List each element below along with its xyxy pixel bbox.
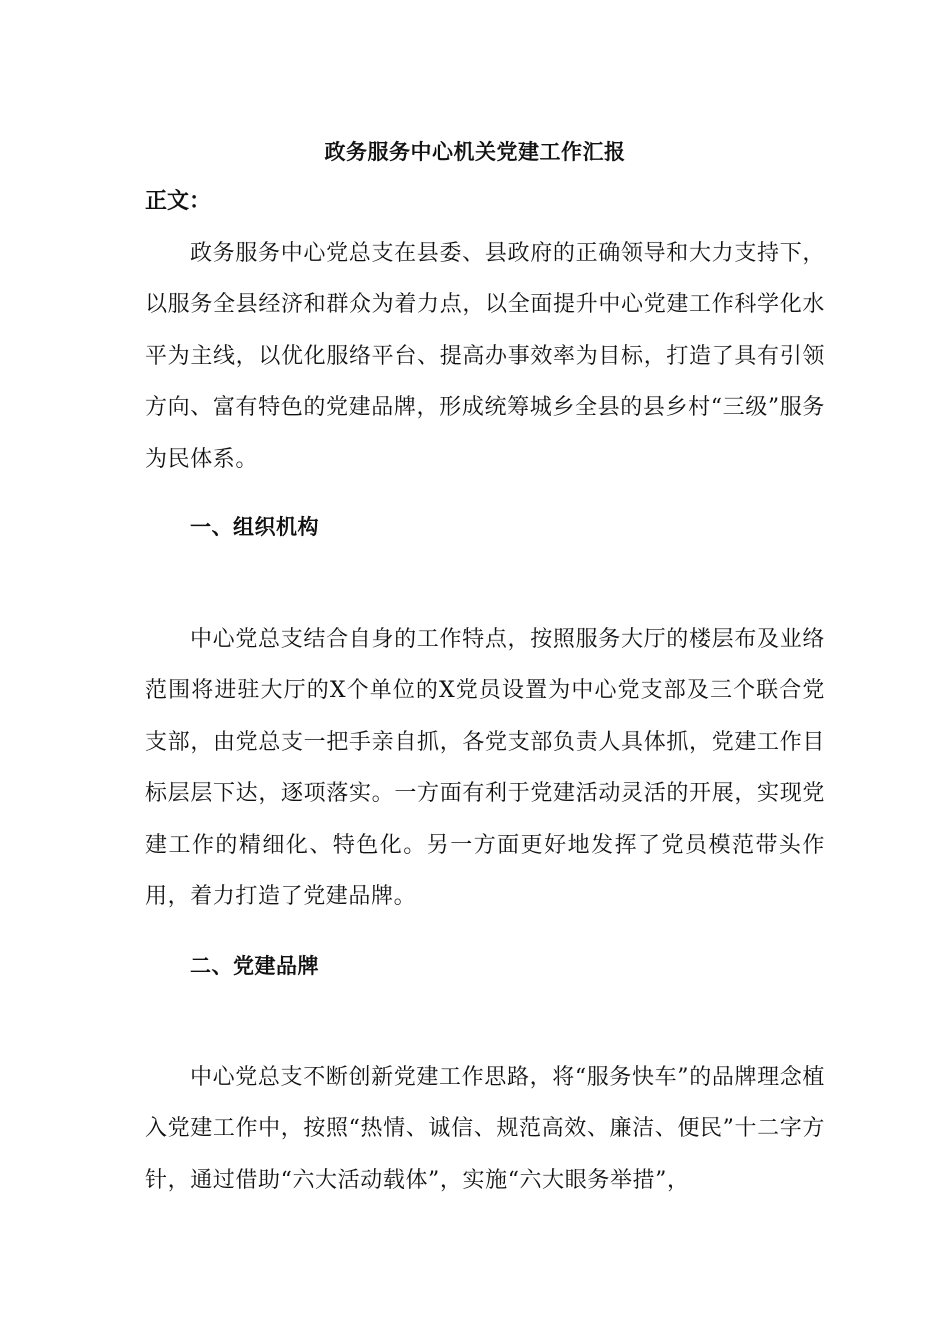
body-label: 正文：: [145, 188, 212, 214]
intro-paragraph: 政务服务中心党总支在县委、县政府的正确领导和大力支持下，以服务全县经济和群众为着力点，以全面提升中心党建工作科学化水平为主线，以优化服络平台、提高办事效率为目标，打造了具有引领方向、富有特色的党建品牌，形成统筹城乡全县的县乡村“三级”服务为民体系。: [145, 241, 825, 472]
section-paragraph-brand: 中心党总支不断创新党建工作思路，将“服务快车”的品牌理念植入党建工作中，按照“热情、诚信、规范高效、廉洁、便民”十二字方针，通过借助“六大活动载体”，实施“六大眼务举措”，: [145, 1065, 825, 1193]
section-heading-brand: 二、党建品牌: [190, 953, 319, 978]
section-heading-organization: 一、组织机构: [190, 514, 319, 539]
document-title: 政务服务中心机关党建工作汇报: [324, 139, 626, 164]
section-paragraph-organization: 中心党总支结合自身的工作特点，按照服务大厅的楼层布及业络范围将进驻大厅的X个单位的X党员设置为中心党支部及三个联合党支部，由党总支一把手亲自抓，各党支部负责人具体抓，党建工作目标层层下达，逐项落实。一方面有利于党建活动灵活的开展，实现党建工作的精细化、特色化。另一方面更好地发挥了党员模范带头作用，着力打造了党建品牌。: [145, 627, 825, 910]
